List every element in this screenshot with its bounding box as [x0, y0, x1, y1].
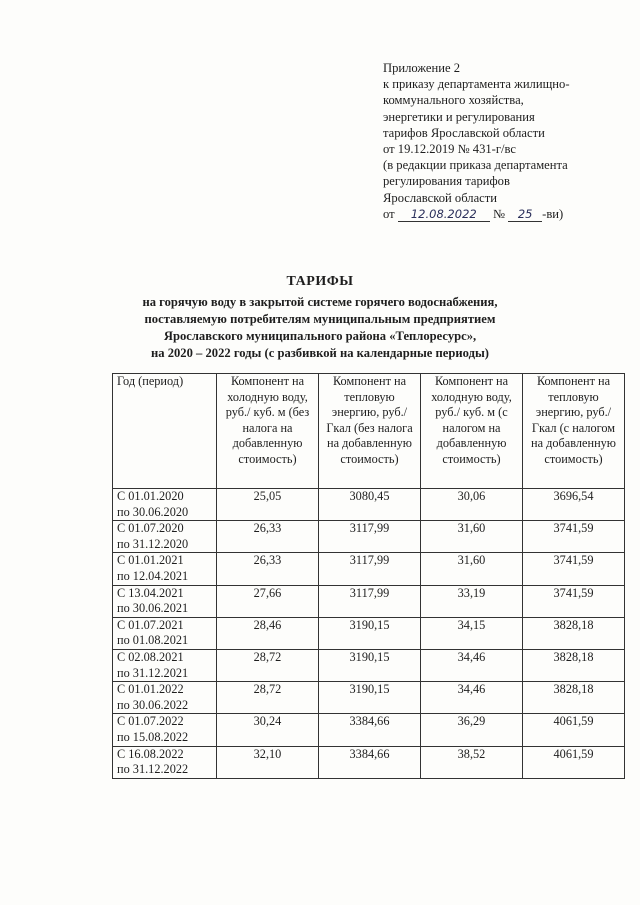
- period-to: по 12.04.2021: [117, 568, 189, 583]
- table-row: [113, 746, 625, 778]
- title-sub-line: поставляемую потребителям муниципальным предприятием: [144, 312, 496, 326]
- period-from: С 13.04.2021: [117, 585, 184, 600]
- handwritten-number: 25: [508, 208, 542, 222]
- heat-no-vat-cell: 3384,66: [319, 714, 421, 746]
- cold-vat-cell: 34,46: [421, 649, 523, 681]
- heat-vat-cell: 3741,59: [523, 585, 625, 617]
- table-row: [113, 682, 625, 714]
- period-cell: [113, 617, 217, 649]
- cold-vat-cell: 31,60: [421, 521, 523, 553]
- period-to: по 30.06.2022: [117, 697, 189, 712]
- tariffs-table: [112, 373, 625, 779]
- table-row: [113, 649, 625, 681]
- cold-no-vat-cell: 26,33: [217, 553, 319, 585]
- period-from: С 01.07.2022: [117, 714, 184, 729]
- appendix-last-suffix: -ви): [542, 206, 564, 221]
- heat-no-vat-cell: 3117,99: [319, 553, 421, 585]
- period-cell: [113, 746, 217, 778]
- cold-no-vat-cell: 25,05: [217, 489, 319, 521]
- period-from: С 01.07.2020: [117, 521, 184, 536]
- period-from: С 01.07.2021: [117, 617, 184, 632]
- heat-vat-cell: 4061,59: [523, 746, 625, 778]
- cold-no-vat-cell: 28,72: [217, 682, 319, 714]
- appendix-line: к приказу департамента жилищно-: [383, 77, 570, 92]
- heat-vat-cell: 3828,18: [523, 682, 625, 714]
- appendix-line: (в редакции приказа департамента: [383, 158, 568, 173]
- heat-vat-cell: 3696,54: [523, 489, 625, 521]
- table-row: [113, 585, 625, 617]
- column-header-period: Год (период): [113, 374, 217, 489]
- document-title: [60, 274, 580, 362]
- appendix-line: Ярославской области: [383, 190, 497, 205]
- heat-no-vat-cell: 3190,15: [319, 617, 421, 649]
- heat-vat-cell: 4061,59: [523, 714, 625, 746]
- period-to: по 31.12.2020: [117, 536, 189, 551]
- column-header-heat-vat: Компонент на тепловую энергию, руб./Гкал (с налогом на добавленную стоимость): [523, 374, 625, 489]
- cold-vat-cell: 36,29: [421, 714, 523, 746]
- title-main: ТАРИФЫ: [286, 274, 354, 289]
- table-header-row: [113, 374, 625, 489]
- period-to: по 30.06.2021: [117, 601, 189, 616]
- heat-no-vat-cell: 3117,99: [319, 521, 421, 553]
- appendix-last-line: [383, 206, 628, 222]
- period-to: по 30.06.2020: [117, 504, 189, 519]
- period-cell: [113, 585, 217, 617]
- title-sub-line: на 2020 – 2022 годы (с разбивкой на календарные периоды): [151, 346, 489, 360]
- column-header-heat-no-vat: Компонент на тепловую энергию, руб./Гкал (без налога на добавленную стоимость): [319, 374, 421, 489]
- cold-no-vat-cell: 28,72: [217, 649, 319, 681]
- period-cell: [113, 521, 217, 553]
- heat-vat-cell: 3828,18: [523, 617, 625, 649]
- table-row: [113, 489, 625, 521]
- heat-no-vat-cell: 3190,15: [319, 682, 421, 714]
- period-to: по 31.12.2021: [117, 665, 189, 680]
- cold-no-vat-cell: 32,10: [217, 746, 319, 778]
- cold-vat-cell: 38,52: [421, 746, 523, 778]
- handwritten-date: 12.08.2022: [398, 208, 490, 222]
- period-cell: [113, 714, 217, 746]
- column-header-cold-vat: Компонент на холодную воду, руб./ куб. м (с налогом на добавленную стоимость): [421, 374, 523, 489]
- cold-no-vat-cell: 30,24: [217, 714, 319, 746]
- heat-no-vat-cell: 3080,45: [319, 489, 421, 521]
- appendix-last-prefix: от: [383, 206, 395, 221]
- heat-no-vat-cell: 3117,99: [319, 585, 421, 617]
- cold-vat-cell: 34,46: [421, 682, 523, 714]
- period-to: по 31.12.2022: [117, 762, 189, 777]
- period-from: С 01.01.2020: [117, 489, 184, 503]
- title-sub-line: Ярославского муниципального района «Теплоресурс»,: [163, 329, 477, 343]
- cold-vat-cell: 31,60: [421, 553, 523, 585]
- period-cell: [113, 489, 217, 521]
- period-cell: [113, 682, 217, 714]
- cold-vat-cell: 33,19: [421, 585, 523, 617]
- period-from: С 01.01.2021: [117, 553, 184, 568]
- period-cell: [113, 649, 217, 681]
- heat-vat-cell: 3741,59: [523, 553, 625, 585]
- title-sub-line: на горячую воду в закрытой системе горячего водоснабжения,: [142, 295, 498, 309]
- table-row: [113, 714, 625, 746]
- heat-no-vat-cell: 3190,15: [319, 649, 421, 681]
- appendix-line: Приложение 2: [383, 61, 461, 75]
- cold-vat-cell: 34,15: [421, 617, 523, 649]
- appendix-line: от 19.12.2019 № 431-г/вс: [383, 142, 516, 157]
- period-to: по 01.08.2021: [117, 633, 189, 648]
- column-header-cold-no-vat: Компонент на холодную воду, руб./ куб. м (без налога на добавленную стоимость): [217, 374, 319, 489]
- period-cell: [113, 553, 217, 585]
- period-from: С 01.01.2022: [117, 682, 184, 697]
- appendix-line: тарифов Ярославской области: [383, 125, 545, 140]
- table-row: [113, 617, 625, 649]
- table-row: [113, 521, 625, 553]
- appendix-line: энергетики и регулирования: [383, 109, 535, 124]
- appendix-block: [383, 60, 628, 222]
- cold-no-vat-cell: 26,33: [217, 521, 319, 553]
- heat-vat-cell: 3828,18: [523, 649, 625, 681]
- heat-no-vat-cell: 3384,66: [319, 746, 421, 778]
- appendix-line: регулирования тарифов: [383, 174, 510, 189]
- number-sign: №: [492, 206, 505, 221]
- cold-no-vat-cell: 27,66: [217, 585, 319, 617]
- table-row: [113, 553, 625, 585]
- period-to: по 15.08.2022: [117, 729, 189, 744]
- appendix-line: коммунального хозяйства,: [383, 93, 524, 108]
- period-from: С 16.08.2022: [117, 746, 184, 761]
- cold-no-vat-cell: 28,46: [217, 617, 319, 649]
- period-from: С 02.08.2021: [117, 649, 184, 664]
- cold-vat-cell: 30,06: [421, 489, 523, 521]
- heat-vat-cell: 3741,59: [523, 521, 625, 553]
